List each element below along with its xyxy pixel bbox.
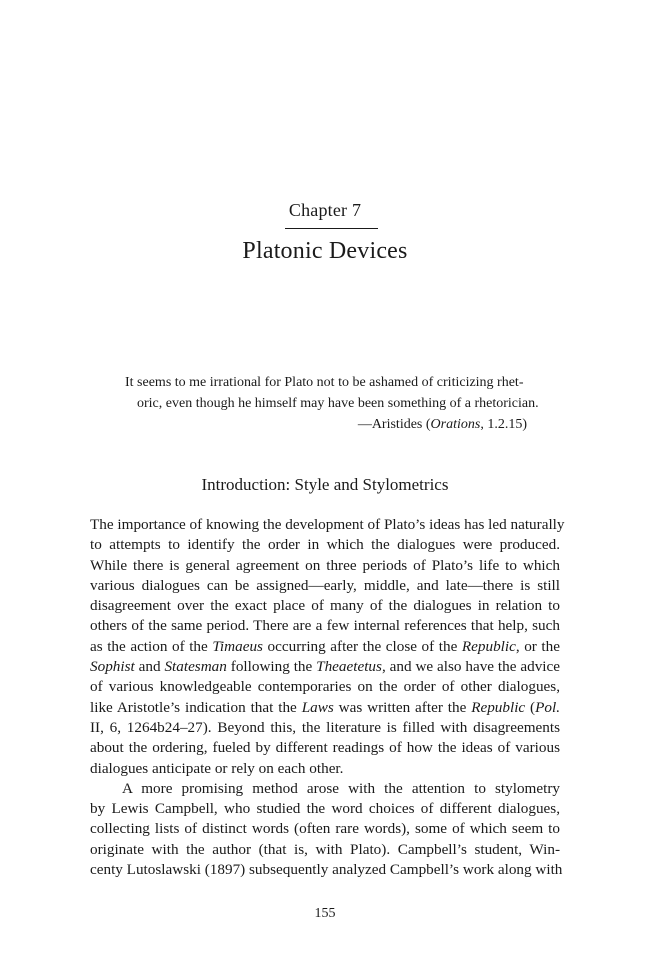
epigraph-line: oric, even though he himself may have been something of a rhetorician. [137, 396, 539, 411]
chapter-rule [285, 228, 378, 229]
body-line: to attempts to identify the order in which the dialogues were produced. [90, 536, 560, 554]
body-line [90, 698, 560, 718]
text-run: , or the [515, 637, 560, 655]
attribution-work: Orations [430, 417, 481, 432]
epigraph [125, 372, 539, 435]
body-line [90, 657, 560, 677]
text-run: was written after the [333, 698, 472, 716]
body-line: about the ordering, fueled by different readings of how the ideas of various [90, 739, 560, 757]
attribution-suffix: , 1.2.15) [480, 417, 527, 432]
text-run: ( [525, 698, 536, 716]
title-italic: Timaeus [212, 637, 263, 655]
title-italic: Republic [471, 698, 526, 716]
body-line: collecting lists of distinct words (often rare words), some of which seem to [90, 820, 560, 838]
text-run: as the action of the [90, 637, 213, 655]
title-italic: Sophist [90, 658, 135, 676]
body-line: A more promising method arose with the attention to stylometry [122, 779, 560, 797]
body-line [90, 637, 560, 657]
text-run: , and we also have the advice [381, 658, 560, 676]
title-italic: Statesman [164, 658, 227, 676]
title-italic: Laws [301, 698, 334, 716]
text-run: occurring after the close of the [262, 637, 462, 655]
body-line: by Lewis Campbell, who studied the word choices of different dialogues, [90, 800, 560, 818]
section-heading: Introduction: Style and Stylometrics [201, 475, 449, 494]
page-number: 155 [314, 906, 336, 921]
body-line: centy Lutoslawski (1897) subsequently analyzed Campbell’s work along with [90, 861, 563, 879]
chapter-title: Platonic Devices [242, 238, 408, 264]
text-run: like Aristotle’s indication that the [90, 698, 302, 716]
body-line: While there is general agreement on three periods of Plato’s life to which [90, 556, 560, 574]
title-italic: Republic [461, 637, 516, 655]
epigraph-attribution [125, 414, 527, 435]
body-line: originate with the author (that is, with Plato). Campbell’s student, Win- [90, 840, 560, 858]
body-text [90, 515, 565, 880]
attribution-prefix: —Aristides ( [357, 417, 431, 432]
text-run: following the [226, 658, 317, 676]
body-line: disagreement over the exact place of many of the dialogues in relation to [90, 597, 560, 615]
body-line: various dialogues can be assigned—early, middle, and late—there is still [90, 576, 560, 594]
body-line: of various knowledgeable contemporaries on the order of other dialogues, [90, 678, 560, 696]
body-line: II, 6, 1264b24–27). Beyond this, the literature is filled with disagreements [90, 718, 560, 736]
title-italic: Theaetetus [316, 658, 382, 676]
body-line: others of the same period. There are a few internal references that help, such [90, 617, 560, 635]
epigraph-line: It seems to me irrational for Plato not to be ashamed of criticizing rhet- [125, 375, 524, 390]
body-line: The importance of knowing the development of Plato’s ideas has led naturally [90, 516, 565, 533]
text-run: and [134, 658, 165, 676]
title-italic: Pol. [535, 698, 560, 716]
chapter-label: Chapter 7 [288, 200, 362, 220]
body-line: dialogues anticipate or rely on each other. [90, 759, 344, 777]
